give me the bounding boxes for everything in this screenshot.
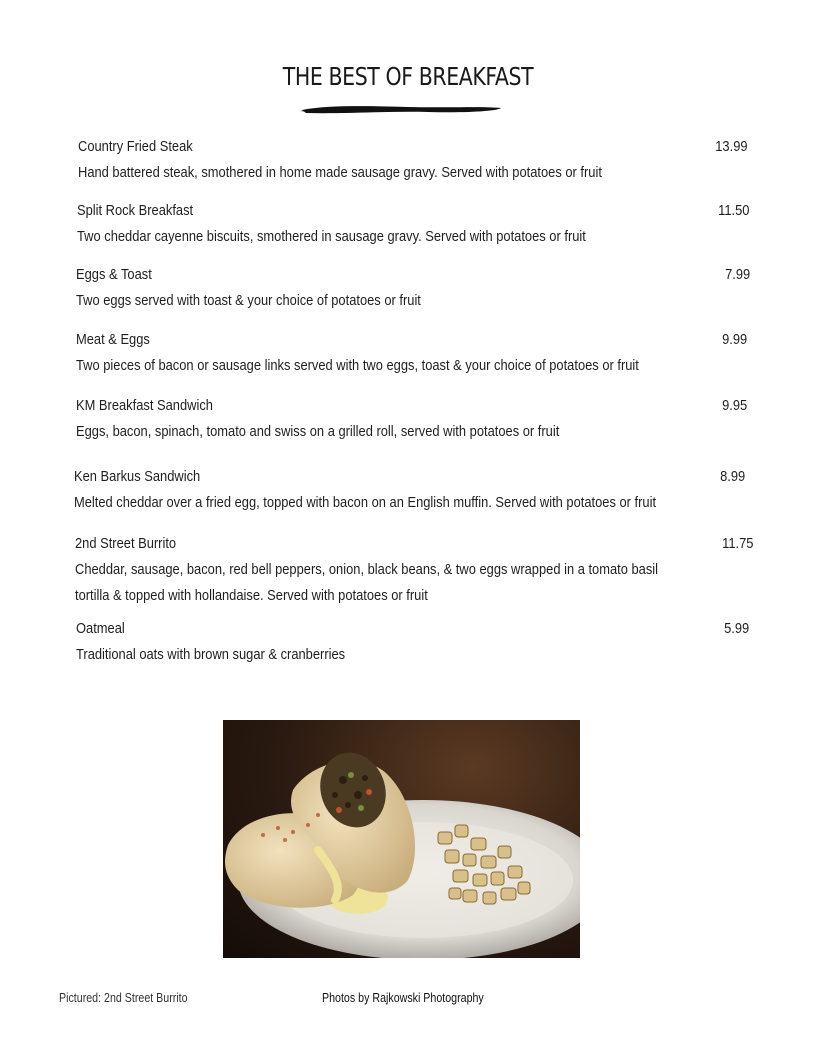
item-price: 5.99 — [723, 620, 749, 637]
item-price: 11.50 — [717, 202, 749, 219]
item-name: Meat & Eggs — [76, 331, 150, 348]
item-price: 9.95 — [721, 397, 747, 414]
item-description: Traditional oats with brown sugar & cranberries — [76, 646, 346, 663]
photo-caption: Pictured: 2nd Street Burrito — [59, 990, 188, 1005]
item-description: Cheddar, sausage, bacon, red bell peppers, onion, black beans, & two eggs wrapped in a tomato basil — [75, 561, 659, 578]
item-description: Melted cheddar over a fried egg, topped with bacon on an English muffin. Served with potatoes or fruit — [74, 494, 657, 511]
item-description: Eggs, bacon, spinach, tomato and swiss on a grilled roll, served with potatoes or fruit — [76, 423, 560, 440]
item-description: Two pieces of bacon or sausage links served with two eggs, toast & your choice of potatoes or fruit — [76, 357, 639, 374]
item-name: Eggs & Toast — [76, 266, 152, 283]
item-description: Two eggs served with toast & your choice of potatoes or fruit — [76, 292, 421, 309]
menu-title: THE BEST OF BREAKFAST — [282, 62, 534, 91]
item-description-continued: tortilla & topped with hollandaise. Served with potatoes or fruit — [75, 587, 428, 604]
item-name: 2nd Street Burrito — [75, 535, 177, 552]
item-price: 9.99 — [721, 331, 747, 348]
item-price: 11.75 — [721, 535, 753, 552]
item-name: KM Breakfast Sandwich — [76, 397, 213, 414]
item-name: Split Rock Breakfast — [77, 202, 194, 219]
item-description: Two cheddar cayenne biscuits, smothered in sausage gravy. Served with potatoes or fruit — [77, 228, 586, 245]
brush-underline — [298, 102, 504, 116]
item-description: Hand battered steak, smothered in home made sausage gravy. Served with potatoes or fruit — [78, 164, 602, 181]
item-name: Ken Barkus Sandwich — [74, 468, 201, 485]
item-name: Oatmeal — [76, 620, 125, 637]
burrito-photo — [223, 720, 580, 958]
item-name: Country Fried Steak — [78, 138, 193, 155]
item-price: 8.99 — [719, 468, 745, 485]
item-price: 13.99 — [715, 138, 748, 155]
item-price: 7.99 — [724, 266, 750, 283]
photo-credit: Photos by Rajkowski Photography — [322, 990, 484, 1005]
